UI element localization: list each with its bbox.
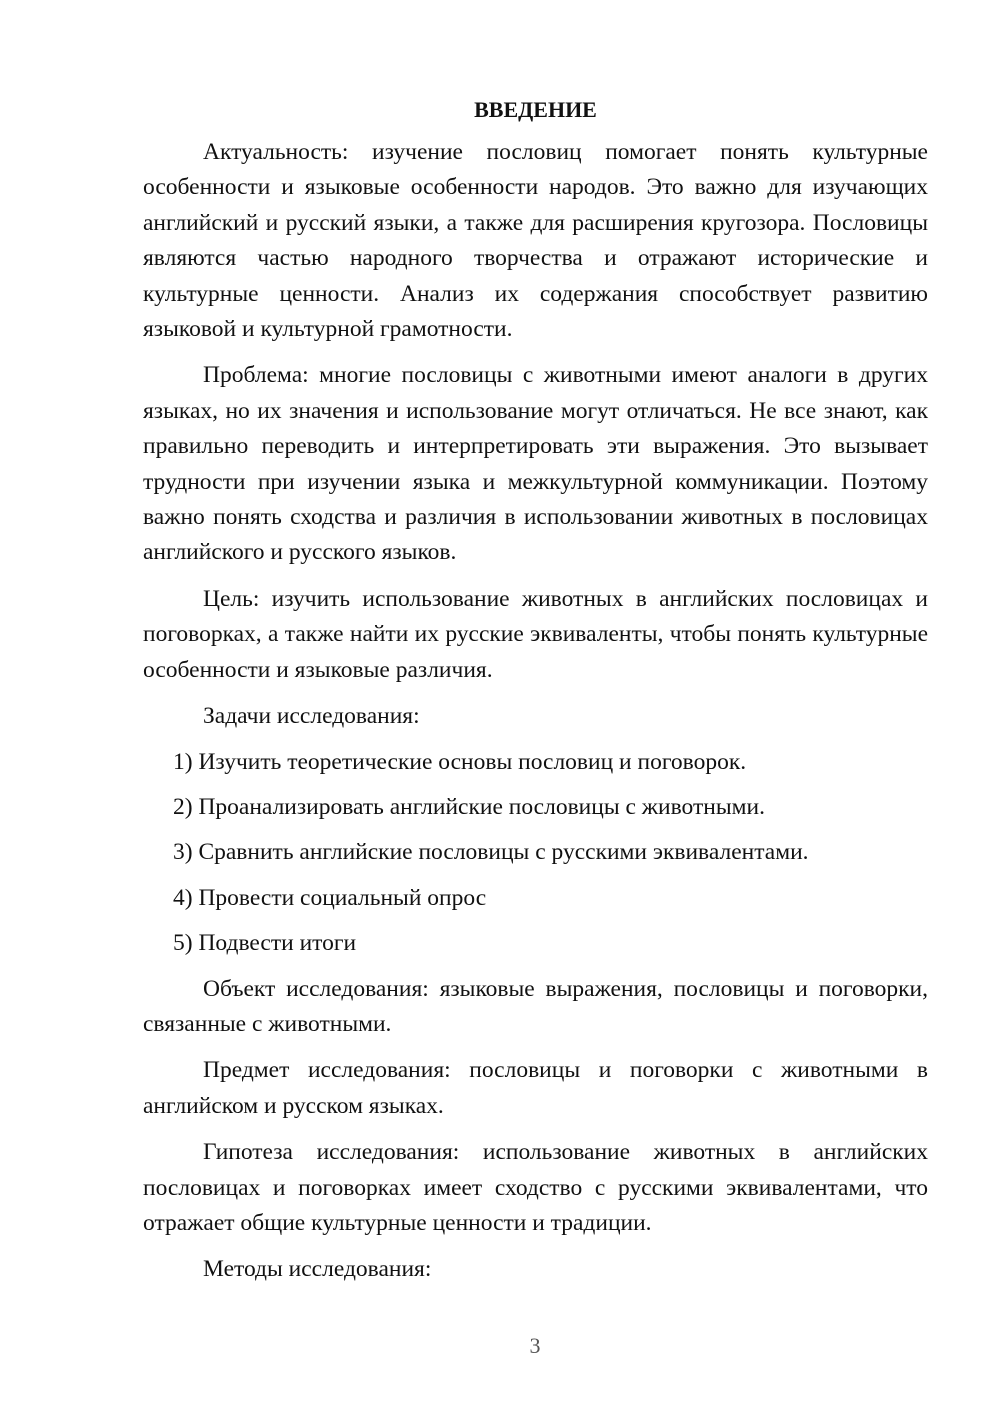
- tasks-title: Задачи исследования:: [203, 703, 420, 730]
- problem-paragraph: Проблема: многие пословицы с животными имеют аналоги в других языках, но их значения и использование могут отличаться. Не все знают, как правильно переводить и интерпретировать эти выражения. Это вызывает трудности при изучении языка и межкультурной коммуникации. Поэтому важно понять сходства и различия в использовании животных в пословицах английского и русского языков.: [143, 362, 928, 566]
- task-text: Проанализировать английские пословицы с животными.: [198, 793, 765, 820]
- task-number: 5): [173, 930, 193, 957]
- task-number: 4): [173, 884, 193, 911]
- relevance-paragraph: Актуальность: изучение пословиц помогает понять культурные особенности и языковые особенности народов. Это важно для изучающих английский и русский языки, а также для расширения кругозора. Пословицы являются частью народного творчества и отражают исторические и культурные ценности. Анализ их содержания способствует развитию языковой и культурной грамотности.: [143, 139, 928, 343]
- object-paragraph: Объект исследования: языковые выражения, пословицы и поговорки, связанные с животными.: [143, 975, 928, 1037]
- goal-paragraph: Цель: изучить использование животных в английских пословицах и поговорках, а также найти их русские эквиваленты, чтобы понять культурные особенности и языковые различия.: [143, 585, 928, 683]
- subject-paragraph: Предмет исследования: пословицы и поговорки с животными в английском и русском языках.: [143, 1057, 928, 1119]
- page-title: ВВЕДЕНИЕ: [474, 97, 597, 122]
- task-text: Провести социальный опрос: [198, 884, 487, 911]
- task-text: Подвести итоги: [198, 930, 357, 957]
- task-item: [143, 881, 928, 916]
- hypothesis-paragraph: Гипотеза исследования: использование животных в английских пословицах и поговорках имеет сходство с русскими эквивалентами, что отражает общие культурные ценности и традиции.: [143, 1139, 928, 1236]
- task-text: Сравнить английские пословицы с русскими эквивалентами.: [198, 839, 809, 866]
- task-text: Изучить теоретические основы пословиц и поговорок.: [198, 748, 747, 775]
- task-item: [143, 745, 928, 780]
- page-number: 3: [529, 1333, 541, 1358]
- task-number: 1): [173, 748, 193, 775]
- task-item: [143, 926, 928, 961]
- page-content: [143, 94, 928, 1299]
- task-item: [143, 835, 928, 870]
- task-number: 2): [173, 793, 193, 820]
- methods-title: Методы исследования:: [203, 1256, 432, 1283]
- task-number: 3): [173, 839, 193, 866]
- task-item: [143, 790, 928, 825]
- task-list: [143, 745, 928, 962]
